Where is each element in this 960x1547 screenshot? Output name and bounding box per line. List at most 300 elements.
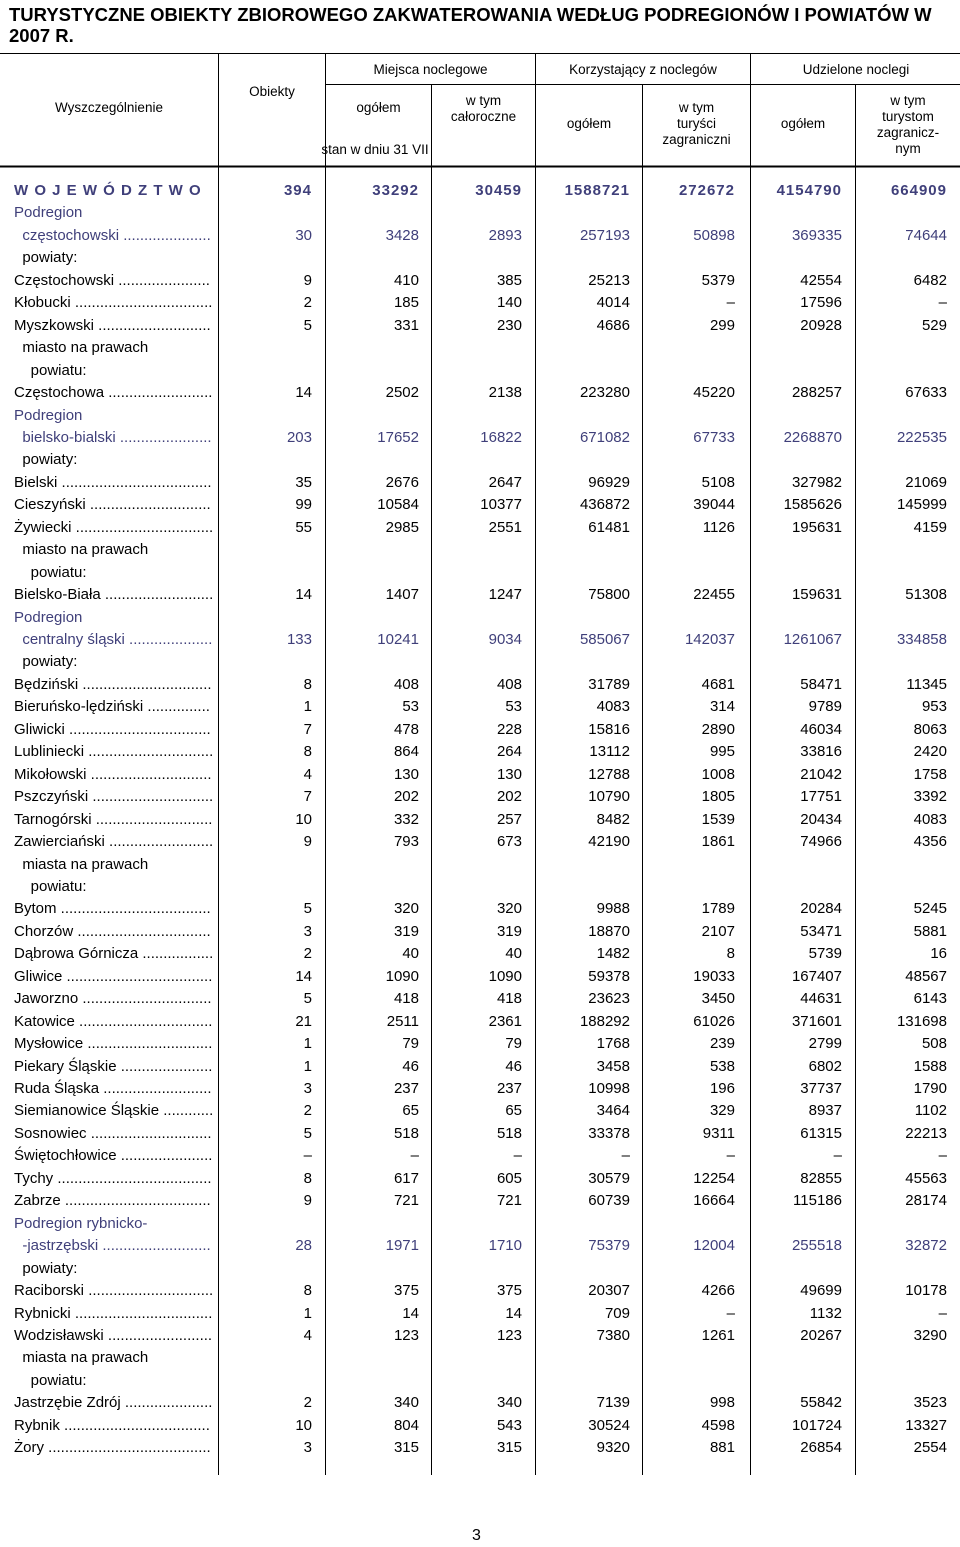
cell-col-1: 418 <box>393 990 419 1008</box>
cell-col-5: 1585626 <box>783 496 842 514</box>
table-row <box>0 629 960 651</box>
cell-col-2: 2361 <box>488 1012 522 1030</box>
cell-col-2: 418 <box>496 990 522 1008</box>
header-udzielone-ogolem: ogółem <box>780 116 826 131</box>
table-row <box>0 1213 960 1235</box>
cell-col-6: – <box>938 1304 947 1322</box>
row-label <box>14 1011 212 1033</box>
table-row <box>0 1392 960 1414</box>
row-label-text: powiatu: <box>14 361 87 379</box>
row-label <box>14 562 87 584</box>
cell-col-1: 65 <box>402 1102 419 1120</box>
cell-col-4: 45220 <box>693 384 735 402</box>
cell-col-2: 1710 <box>488 1237 522 1255</box>
cell-col-4: 142037 <box>684 631 735 648</box>
cell-col-5: 327982 <box>791 473 842 491</box>
row-label-text: Jaworzno <box>14 990 79 1008</box>
row-leader-dots: ..................................... <box>53 1169 212 1187</box>
table-row <box>0 1056 960 1078</box>
cell-col-3: 33378 <box>588 1124 630 1142</box>
cell-col-1: 79 <box>402 1035 419 1053</box>
cell-col-1: 14 <box>402 1304 419 1322</box>
row-label-text: Zabrze <box>14 1192 61 1210</box>
row-leader-dots: ................................. <box>70 1304 213 1322</box>
cell-col-0: 203 <box>286 428 312 446</box>
cell-col-6: 6482 <box>913 271 947 289</box>
row-label-text: Gliwice <box>14 967 63 985</box>
cell-col-6: 529 <box>921 316 947 334</box>
cell-col-6: 48567 <box>905 967 947 985</box>
cell-col-2: 605 <box>496 1169 522 1187</box>
row-label <box>14 337 148 359</box>
table-row <box>0 809 960 831</box>
row-label-text: Tychy <box>14 1169 54 1187</box>
cell-col-3: 12788 <box>588 765 630 783</box>
row-leader-dots: ................. <box>138 945 214 963</box>
cell-col-4: 4598 <box>701 1416 735 1434</box>
cell-col-4: – <box>726 1304 735 1322</box>
row-label <box>14 719 211 741</box>
cell-col-5: 74966 <box>800 833 842 851</box>
row-leader-dots: ...................... <box>116 1147 213 1165</box>
table-row <box>0 562 960 584</box>
cell-col-3: 60739 <box>588 1192 630 1210</box>
cell-col-2: 40 <box>505 945 522 963</box>
cell-col-0: 21 <box>295 1012 312 1030</box>
cell-col-1: 793 <box>393 833 419 851</box>
row-label-text: Pszczyński <box>14 788 89 806</box>
cell-col-2: 228 <box>496 720 522 738</box>
cell-col-1: 123 <box>393 1326 419 1344</box>
cell-col-4: 67733 <box>693 428 735 446</box>
cell-col-5: 8937 <box>808 1102 842 1120</box>
row-label <box>14 629 212 651</box>
cell-col-3: 4083 <box>596 698 630 716</box>
row-leader-dots: .............................. <box>84 1282 214 1300</box>
cell-col-1: 3428 <box>385 226 419 244</box>
header-udzielone: Udzielone noclegi <box>802 62 910 77</box>
row-label <box>14 786 213 808</box>
cell-col-3: 61481 <box>588 518 630 536</box>
row-label <box>14 1303 212 1325</box>
row-leader-dots: ................................. <box>71 518 214 536</box>
row-label <box>14 1123 212 1145</box>
table-row <box>0 1011 960 1033</box>
row-label-text: Podregion <box>14 608 83 626</box>
cell-col-4: 314 <box>709 698 735 716</box>
table-row <box>0 764 960 786</box>
table-row <box>0 1325 960 1347</box>
table-row <box>0 921 960 943</box>
cell-col-6: 4159 <box>913 518 947 536</box>
cell-col-5: 46034 <box>800 720 842 738</box>
row-label <box>14 876 87 898</box>
cell-col-2: 140 <box>496 294 522 312</box>
cell-col-0: 5 <box>303 900 312 918</box>
row-leader-dots: .......................... <box>98 1237 211 1255</box>
cell-col-3: 23623 <box>588 990 630 1008</box>
cell-col-5: – <box>833 1147 842 1165</box>
cell-col-1: 33292 <box>372 182 419 199</box>
cell-col-4: 50898 <box>693 226 735 244</box>
row-label-text: Będziński <box>14 675 79 693</box>
cell-col-3: 3464 <box>596 1102 630 1120</box>
cell-col-5: 1261067 <box>783 631 842 648</box>
row-label-text: miasto na prawach <box>14 541 149 559</box>
row-label-text: miasto na prawach <box>14 339 149 357</box>
cell-col-4: 12004 <box>693 1237 735 1255</box>
row-label <box>14 696 210 718</box>
row-label-text: Bieruńsko-lędziński <box>14 698 144 716</box>
row-label-text: Częstochowa <box>14 384 105 402</box>
cell-col-2: 46 <box>505 1057 522 1075</box>
row-leader-dots: ............................. <box>86 1124 212 1142</box>
row-label <box>14 1370 87 1392</box>
cell-col-6: 51308 <box>905 586 947 604</box>
cell-col-1: 332 <box>393 810 419 828</box>
cell-col-5: 49699 <box>800 1282 842 1300</box>
cell-col-3: 1482 <box>596 945 630 963</box>
cell-col-2: 230 <box>496 316 522 334</box>
cell-col-6: 131698 <box>896 1012 947 1030</box>
table-row <box>0 696 960 718</box>
cell-col-4: 299 <box>709 316 735 334</box>
row-leader-dots: ............................. <box>86 765 212 783</box>
cell-col-2: 14 <box>505 1304 522 1322</box>
cell-col-4: 1539 <box>701 810 735 828</box>
row-label <box>14 1033 212 1055</box>
row-label-text: Gliwicki <box>14 720 65 738</box>
header-udzielone-turystom-line2: turystom <box>882 109 934 124</box>
row-leader-dots: ......................... <box>103 1326 213 1344</box>
row-label <box>14 741 213 763</box>
cell-col-6: 67633 <box>905 384 947 402</box>
row-label <box>14 607 82 629</box>
cell-col-6: 1790 <box>913 1080 947 1097</box>
row-leader-dots: ....................................... <box>44 1439 211 1457</box>
row-label <box>14 382 212 404</box>
cell-col-3: 25213 <box>588 271 630 289</box>
row-label <box>14 674 212 696</box>
cell-col-5: 37737 <box>800 1080 842 1097</box>
cell-col-4: 1008 <box>701 765 735 783</box>
row-label-text: Rybnicki <box>14 1304 71 1322</box>
cell-col-0: 99 <box>295 496 312 514</box>
row-label-text: miasta na prawach <box>14 1349 149 1367</box>
row-label-text: Lubliniecki <box>14 743 85 761</box>
table-row <box>0 607 960 629</box>
row-leader-dots: ................................... <box>62 967 213 985</box>
cell-col-6: 11345 <box>906 675 947 693</box>
cell-col-5: 5739 <box>808 945 842 963</box>
cell-col-6: 953 <box>921 698 947 716</box>
row-label <box>14 472 212 494</box>
row-label-text: centralny śląski <box>14 631 125 648</box>
row-leader-dots: .............................. <box>83 1035 213 1053</box>
cell-col-0: 2 <box>303 1102 312 1120</box>
table-row <box>0 1123 960 1145</box>
row-label-text: częstochowski <box>14 226 120 244</box>
cell-col-1: 2985 <box>385 518 419 536</box>
cell-col-1: 478 <box>393 720 419 738</box>
cell-col-6: 145999 <box>896 496 947 514</box>
row-label-text: W O J E W Ó D Z T W O <box>14 182 202 199</box>
table-row <box>0 1078 960 1100</box>
table-row <box>0 337 960 359</box>
cell-col-4: 39044 <box>693 496 735 514</box>
cell-col-5: 17751 <box>800 788 842 806</box>
cell-col-1: 320 <box>393 900 419 918</box>
cell-col-5: 61315 <box>800 1124 842 1142</box>
row-label-text: Rybnik <box>14 1416 60 1434</box>
page-title: TURYSTYCZNE OBIEKTY ZBIOROWEGO ZAKWATEROWANIA WEDŁUG PODREGIONÓW I POWIATÓW W 2007 R. <box>9 4 932 46</box>
row-leader-dots: .......................... <box>100 586 214 604</box>
cell-col-6: 334858 <box>896 631 947 648</box>
cell-col-0: 394 <box>283 182 312 199</box>
cell-col-4: 1789 <box>701 900 735 918</box>
table-row <box>0 741 960 763</box>
row-label-text: -jastrzębski <box>14 1237 99 1255</box>
cell-col-0: 7 <box>303 720 312 738</box>
row-label-text: powiaty: <box>14 653 78 671</box>
cell-col-5: 167407 <box>791 967 842 985</box>
table-row <box>0 1347 960 1369</box>
table-row <box>0 449 960 471</box>
cell-col-5: 4154790 <box>776 182 842 199</box>
cell-col-4: 5379 <box>701 271 735 289</box>
row-label-text: Siemianowice Śląskie <box>14 1102 160 1120</box>
cell-col-2: 53 <box>505 698 522 716</box>
cell-col-2: 385 <box>496 271 522 289</box>
cell-col-3: 9320 <box>596 1439 630 1457</box>
cell-col-6: 28174 <box>905 1192 947 1210</box>
cell-col-5: 288257 <box>791 384 842 402</box>
cell-col-3: 10998 <box>588 1080 630 1097</box>
row-label-text: Świętochłowice <box>14 1147 117 1165</box>
row-label <box>14 854 148 876</box>
row-label <box>14 1078 212 1100</box>
cell-col-5: 369335 <box>791 226 842 244</box>
row-label <box>14 315 211 337</box>
row-label <box>14 225 211 247</box>
row-leader-dots: .............................. <box>84 743 214 761</box>
row-label-text: Bytom <box>14 900 57 918</box>
cell-col-2: 30459 <box>475 182 522 199</box>
table-row <box>0 988 960 1010</box>
cell-col-5: 33816 <box>800 743 842 761</box>
cell-col-5: 255518 <box>791 1237 842 1255</box>
row-leader-dots: ......................... <box>104 384 213 402</box>
header-korzystajacy-turysci <box>643 100 750 148</box>
header-obiekty: Obiekty <box>249 84 295 99</box>
cell-col-6: 3392 <box>913 788 947 806</box>
cell-col-1: 864 <box>393 743 419 761</box>
cell-col-2: 257 <box>496 810 522 828</box>
cell-col-6: 4356 <box>913 833 947 851</box>
cell-col-0: 8 <box>303 675 312 693</box>
row-label-text: Bielsko-Biała <box>14 586 101 604</box>
cell-col-1: 1090 <box>385 967 419 985</box>
cell-col-1: 408 <box>393 675 419 693</box>
cell-col-5: 44631 <box>800 990 842 1008</box>
cell-col-0: 5 <box>303 990 312 1008</box>
cell-col-3: 1588721 <box>564 182 630 199</box>
row-label <box>14 809 212 831</box>
row-label <box>14 1280 213 1302</box>
cell-col-5: 9789 <box>808 698 842 716</box>
cell-col-5: 159631 <box>791 586 842 604</box>
cell-col-4: 8 <box>726 945 735 963</box>
table-row <box>0 786 960 808</box>
row-label-text: powiaty: <box>14 1259 78 1277</box>
cell-col-2: 340 <box>496 1394 522 1412</box>
table-row <box>0 1235 960 1257</box>
row-label <box>14 1168 212 1190</box>
table-row <box>0 225 960 247</box>
cell-col-0: 3 <box>303 1080 312 1097</box>
cell-col-5: 20928 <box>800 316 842 334</box>
cell-col-2: – <box>513 1147 522 1165</box>
cell-col-2: 79 <box>505 1035 522 1053</box>
cell-col-4: 3450 <box>701 990 735 1008</box>
cell-col-3: 436872 <box>579 496 630 514</box>
row-label <box>14 1213 147 1235</box>
cell-col-2: 315 <box>496 1439 522 1457</box>
cell-col-0: 1 <box>303 1057 312 1075</box>
cell-col-4: 329 <box>709 1102 735 1120</box>
row-leader-dots: ...................... <box>114 271 210 289</box>
cell-col-3: 42190 <box>588 833 630 851</box>
cell-col-1: 1407 <box>385 586 419 604</box>
cell-col-2: 2893 <box>488 226 522 244</box>
row-leader-dots: ............... <box>143 698 210 716</box>
cell-col-0: 14 <box>295 967 312 985</box>
cell-col-4: 2890 <box>701 720 735 738</box>
cell-col-0: 2 <box>303 1394 312 1412</box>
header-udzielone-turystom <box>856 93 960 157</box>
row-label <box>14 517 213 539</box>
cell-col-4: 196 <box>709 1080 735 1097</box>
row-label-text: Zawierciański <box>14 833 105 851</box>
cell-col-5: 26854 <box>800 1439 842 1457</box>
cell-col-1: 130 <box>393 765 419 783</box>
cell-col-6: 3523 <box>913 1394 947 1412</box>
row-label-text: powiatu: <box>14 877 87 895</box>
cell-col-0: 8 <box>303 1169 312 1187</box>
cell-col-0: – <box>303 1147 312 1165</box>
cell-col-0: 1 <box>303 1035 312 1053</box>
cell-col-0: 1 <box>303 698 312 716</box>
row-label-text: Katowice <box>14 1012 75 1030</box>
table-row <box>0 1258 960 1280</box>
cell-col-5: 82855 <box>800 1169 842 1187</box>
table-row <box>0 831 960 853</box>
row-label-text: miasta na prawach <box>14 855 149 873</box>
cell-col-1: 319 <box>393 922 419 940</box>
cell-col-4: – <box>726 1147 735 1165</box>
row-label <box>14 1056 212 1078</box>
row-leader-dots: ................................ <box>73 922 211 940</box>
table-row <box>0 270 960 292</box>
cell-col-0: 3 <box>303 1439 312 1457</box>
row-label <box>14 764 212 786</box>
table-row <box>0 539 960 561</box>
cell-col-6: 5881 <box>913 922 947 940</box>
table-row <box>0 1415 960 1437</box>
cell-col-6: 74644 <box>905 226 947 244</box>
cell-col-4: 995 <box>709 743 735 761</box>
row-label <box>14 360 87 382</box>
row-leader-dots: .................................. <box>64 720 211 738</box>
row-label-text: Podregion rybnicko- <box>14 1214 148 1232</box>
cell-col-2: 2138 <box>488 384 522 402</box>
row-label-text: Częstochowski <box>14 271 115 289</box>
row-label-text: Wodzisławski <box>14 1326 104 1344</box>
row-label <box>14 270 210 292</box>
cell-col-3: 4686 <box>596 316 630 334</box>
cell-col-2: 237 <box>496 1080 522 1097</box>
row-label <box>14 1392 212 1414</box>
cell-col-1: 185 <box>393 294 419 312</box>
cell-col-2: 123 <box>496 1326 522 1344</box>
cell-col-0: 1 <box>303 1304 312 1322</box>
cell-col-1: 331 <box>393 316 419 334</box>
cell-col-4: 1861 <box>701 833 735 851</box>
row-leader-dots: ............................. <box>85 496 211 514</box>
row-leader-dots: ...................... <box>115 428 212 446</box>
row-label <box>14 966 212 988</box>
cell-col-0: 14 <box>295 586 312 604</box>
cell-col-4: 881 <box>709 1439 735 1457</box>
row-label-text: Cieszyński <box>14 496 86 514</box>
row-label-text: Piekary Śląskie <box>14 1057 117 1075</box>
cell-col-4: 22455 <box>693 586 735 604</box>
row-label <box>14 988 212 1010</box>
cell-col-4: 272672 <box>678 182 735 199</box>
cell-col-0: 9 <box>303 833 312 851</box>
cell-col-3: 223280 <box>579 384 630 402</box>
table-row <box>0 292 960 314</box>
cell-col-0: 2 <box>303 945 312 963</box>
cell-col-3: 3458 <box>596 1057 630 1075</box>
cell-col-0: 55 <box>295 518 312 536</box>
cell-col-0: 28 <box>295 1237 312 1255</box>
header-wyszczegolnienie: Wyszczególnienie <box>55 100 163 115</box>
cell-col-4: 2107 <box>701 922 735 940</box>
cell-col-5: 195631 <box>791 518 842 536</box>
cell-col-0: 14 <box>295 384 312 402</box>
cell-col-5: 53471 <box>800 922 842 940</box>
cell-col-4: 61026 <box>693 1012 735 1030</box>
cell-col-6: 4083 <box>913 810 947 828</box>
cell-col-1: 340 <box>393 1394 419 1412</box>
cell-col-3: 9988 <box>596 900 630 918</box>
cell-col-2: 202 <box>496 788 522 806</box>
row-leader-dots: .................................... <box>57 473 212 491</box>
table-row <box>0 405 960 427</box>
cell-col-2: 543 <box>496 1416 522 1434</box>
header-miejsca-ogolem: ogółem <box>356 100 401 115</box>
cell-col-4: 19033 <box>693 967 735 985</box>
table-row <box>0 1100 960 1122</box>
cell-col-5: 101724 <box>791 1416 842 1434</box>
row-leader-dots: ................................... <box>60 1192 211 1210</box>
header-korzystajacy: Korzystający z noclegów <box>569 62 717 77</box>
cell-col-0: 8 <box>303 743 312 761</box>
cell-col-5: 21042 <box>800 765 842 783</box>
row-label <box>14 1190 211 1212</box>
cell-col-6: 32872 <box>905 1237 947 1255</box>
